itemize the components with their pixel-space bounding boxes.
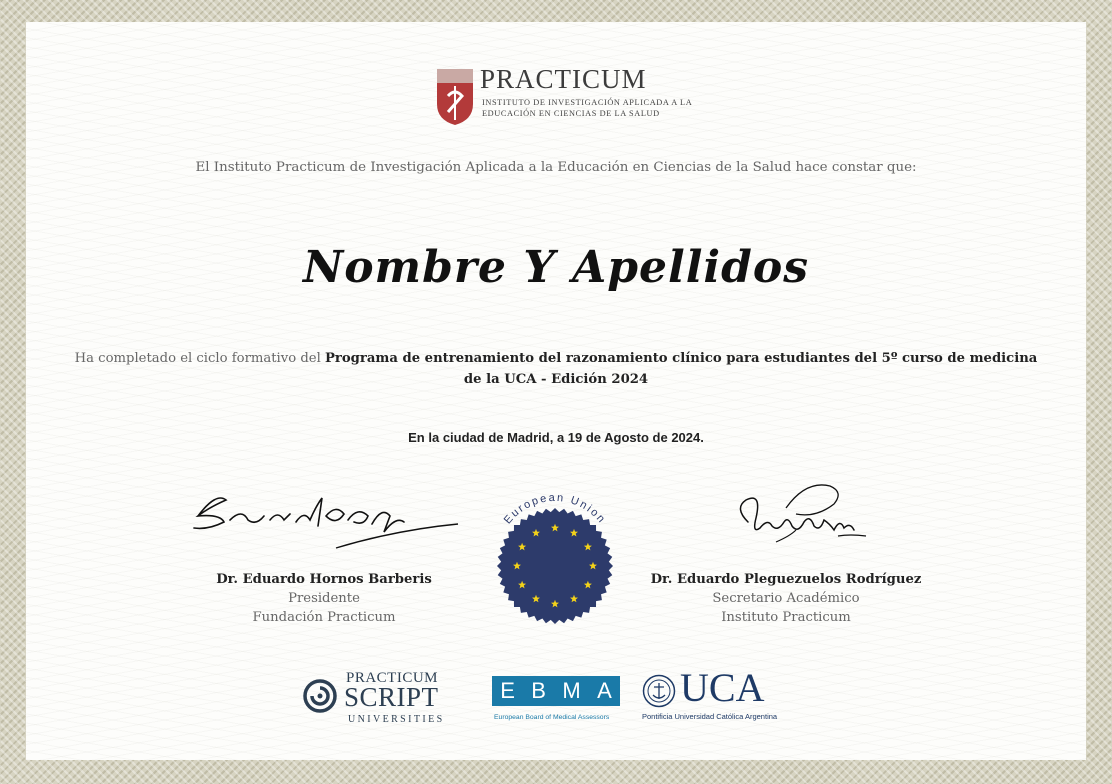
completion-prefix: Ha completado el ciclo formativo del [74,351,326,366]
uca-logo [642,665,812,726]
ebma-letters [492,676,620,706]
eu-seal [480,476,630,626]
intro-text: El Instituto Practicum de Investigación Aplicada a la Educación en Ciencias de la Salud hace constar que: [195,160,917,175]
practicum-script-logo [302,672,462,728]
recipient-name: Nombre Y Apellidos [302,242,810,293]
practicum-logo [436,64,736,130]
practicum-script-spiral-icon [302,678,338,714]
signature-left [186,486,466,558]
signatory-left [174,570,474,627]
completion-statement [66,348,1046,390]
ebma-letter: B [531,678,546,703]
ebma-caption: European Board of Medical Assessors [494,714,610,721]
practicum-script-line2: SCRIPT [344,682,439,712]
uca-title: UCA [680,665,765,710]
signature-right [726,478,876,558]
logo-subtitle-line1: INSTITUTO DE INVESTIGACIÓN APLICADA A LA [482,98,693,107]
date-line: En la ciudad de Madrid, a 19 de Agosto de 2024. [408,430,704,445]
signatory-name: Dr. Eduardo Pleguezuelos Rodríguez [650,572,922,587]
signatory-organization: Fundación Practicum [252,610,396,625]
signatory-right [636,570,936,627]
signatory-role: Presidente [288,591,360,606]
ebma-letter: A [597,678,612,703]
signatory-role: Secretario Académico [712,591,860,606]
logo-title: PRACTICUM [480,64,647,94]
signatory-name: Dr. Eduardo Hornos Barberis [216,572,432,587]
certificate-paper [26,22,1086,760]
eu-seal-text: European Union [501,491,609,527]
logo-subtitle-line2: EDUCACIÓN EN CIENCIAS DE LA SALUD [482,109,660,118]
practicum-shield-icon [436,68,474,126]
program-name: Programa de entrenamiento del razonamiento clínico para estudiantes del 5º curso de medicina de la UCA - Edición 2024 [325,351,1038,387]
ebma-letter: E [500,678,515,703]
uca-caption: Pontificia Universidad Católica Argentina [642,712,778,721]
ebma-letter: M [562,678,581,703]
ebma-logo [492,676,624,726]
practicum-script-line3: UNIVERSITIES [348,714,445,725]
eu-flag-icon [497,508,613,624]
signatory-organization: Instituto Practicum [721,610,851,625]
practicum-script-line1: PRACTICUM [346,670,439,686]
uca-seal-icon [642,674,676,708]
